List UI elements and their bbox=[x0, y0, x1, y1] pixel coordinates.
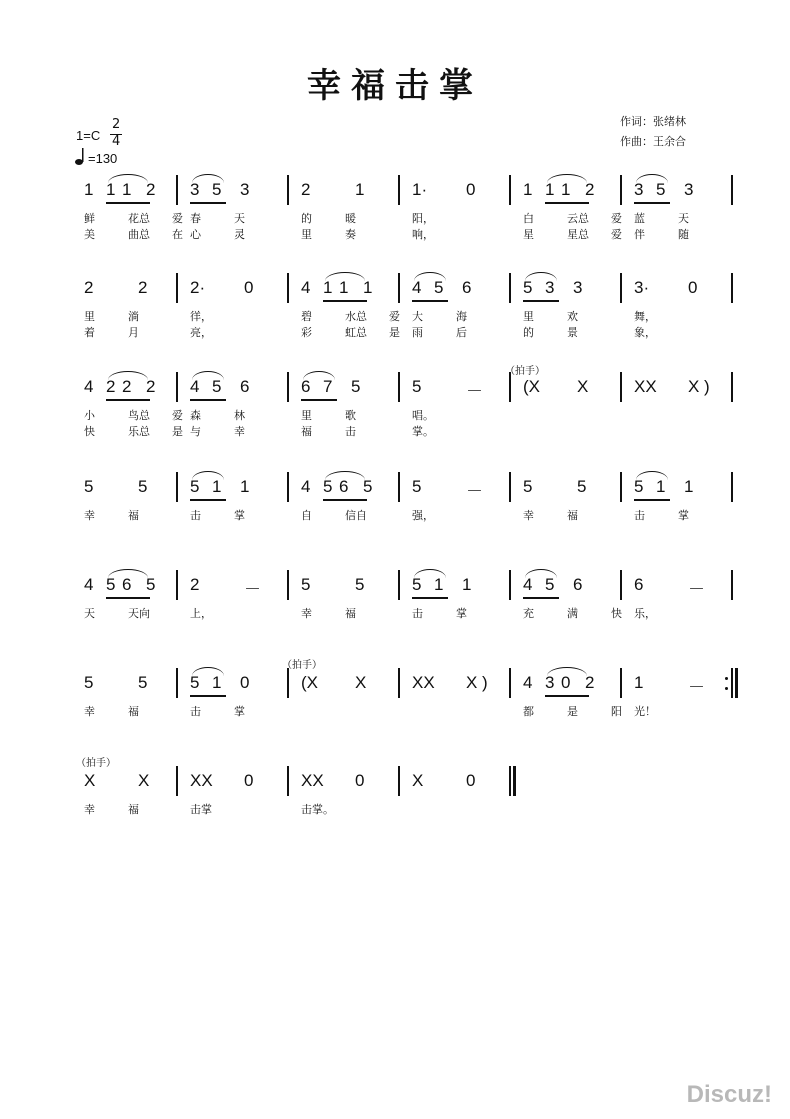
song-title: 幸福击掌 bbox=[307, 66, 483, 106]
lyric-line1: 春 bbox=[190, 212, 201, 225]
lyric-line1: 充 bbox=[523, 607, 534, 620]
barline bbox=[287, 570, 289, 600]
lyric-line1: 爱 bbox=[389, 310, 400, 323]
lyric-line1: 小 bbox=[84, 409, 95, 422]
note: 1 bbox=[122, 180, 132, 199]
note: 4 bbox=[523, 575, 533, 594]
barline bbox=[398, 175, 400, 205]
barline bbox=[620, 570, 622, 600]
note: 6 bbox=[301, 377, 311, 396]
note: － bbox=[466, 382, 483, 401]
barline bbox=[620, 175, 622, 205]
lyric-line2: 亮， bbox=[190, 326, 212, 339]
note: X ) bbox=[688, 377, 710, 396]
barline bbox=[287, 273, 289, 303]
clap-label-2: （拍手） bbox=[282, 660, 322, 671]
note: 1 bbox=[106, 180, 116, 199]
note: 2 bbox=[122, 377, 132, 396]
note: (X bbox=[301, 673, 318, 692]
slur bbox=[636, 471, 668, 480]
note: 1 bbox=[434, 575, 444, 594]
lyric-line2: 是 bbox=[172, 425, 183, 438]
lyric-line1: 阳 bbox=[611, 705, 622, 718]
eighth-underline bbox=[190, 695, 226, 697]
lyricist-credit: 作词：张绪林 bbox=[620, 115, 686, 128]
lyric-line1: 蓝 bbox=[634, 212, 645, 225]
barline bbox=[398, 570, 400, 600]
key-signature: 1=C bbox=[76, 128, 101, 143]
lyric-line1: 徉， bbox=[190, 310, 212, 323]
lyric-line2: 伴 bbox=[634, 228, 645, 241]
lyric-line1: 强， bbox=[412, 509, 434, 522]
eighth-underline bbox=[523, 300, 559, 302]
eighth-underline bbox=[634, 499, 670, 501]
slur bbox=[192, 471, 224, 480]
note: 5 bbox=[84, 673, 94, 692]
eighth-underline bbox=[106, 597, 150, 599]
note: 5 bbox=[212, 377, 222, 396]
lyric-line1: 福 bbox=[567, 509, 578, 522]
lyric-line1: 快 bbox=[611, 607, 622, 620]
note: 4 bbox=[523, 673, 533, 692]
eighth-underline bbox=[412, 597, 448, 599]
barline bbox=[620, 273, 622, 303]
note: 0 bbox=[561, 673, 571, 692]
note: 5 bbox=[634, 477, 644, 496]
note: 6 bbox=[573, 575, 583, 594]
barline bbox=[176, 175, 178, 205]
lyric-line1: 大 bbox=[412, 310, 423, 323]
slur bbox=[547, 174, 587, 183]
barline bbox=[620, 472, 622, 502]
note: 5 bbox=[412, 477, 422, 496]
note: 3 bbox=[545, 278, 555, 297]
barline bbox=[287, 372, 289, 402]
lyric-line1: 掌 bbox=[456, 607, 467, 620]
lyric-line2: 幸 bbox=[234, 425, 245, 438]
slur bbox=[108, 174, 148, 183]
lyric-line1: 里 bbox=[84, 310, 95, 323]
lyric-line1: 阳， bbox=[412, 212, 434, 225]
note: － bbox=[466, 482, 483, 501]
lyric-line1: 击 bbox=[412, 607, 423, 620]
slur bbox=[325, 272, 365, 281]
lyric-line1: 海 bbox=[456, 310, 467, 323]
slur bbox=[325, 471, 365, 480]
note: 3 bbox=[634, 180, 644, 199]
note: 1 bbox=[684, 477, 694, 496]
note: － bbox=[244, 580, 261, 599]
lyric-line1: 击 bbox=[634, 509, 645, 522]
note: － bbox=[688, 580, 705, 599]
note: 2 bbox=[585, 673, 595, 692]
barline bbox=[731, 570, 733, 600]
lyric-line1: 花总 bbox=[128, 212, 150, 225]
lyric-line1: 福 bbox=[128, 509, 139, 522]
slur bbox=[414, 272, 446, 281]
note: 2 bbox=[146, 377, 156, 396]
note: 5 bbox=[577, 477, 587, 496]
barline bbox=[620, 668, 622, 698]
final-barline bbox=[513, 766, 516, 796]
note: 5 bbox=[190, 673, 200, 692]
lyric-line2: 里 bbox=[301, 228, 312, 241]
lyric-line2: 与 bbox=[190, 425, 201, 438]
lyric-line2: 象， bbox=[634, 326, 656, 339]
note: 2 bbox=[585, 180, 595, 199]
eighth-underline bbox=[323, 300, 367, 302]
lyric-line2: 曲总 bbox=[128, 228, 150, 241]
barline bbox=[509, 472, 511, 502]
barline bbox=[176, 472, 178, 502]
note: 5 bbox=[355, 575, 365, 594]
barline bbox=[731, 472, 733, 502]
note: 1 bbox=[363, 278, 373, 297]
note: 5 bbox=[212, 180, 222, 199]
slur bbox=[192, 667, 224, 676]
lyric-line2: 月 bbox=[128, 326, 139, 339]
eighth-underline bbox=[323, 499, 367, 501]
lyric-line1: 幸 bbox=[84, 705, 95, 718]
repeat-dot bbox=[725, 687, 728, 690]
note: 3 bbox=[240, 180, 250, 199]
eighth-underline bbox=[106, 399, 150, 401]
lyric-line1: 幸 bbox=[301, 607, 312, 620]
slur bbox=[192, 174, 224, 183]
time-signature-top: 2 bbox=[112, 117, 121, 132]
lyric-line2: 星总 bbox=[567, 228, 589, 241]
note: XX bbox=[634, 377, 657, 396]
note: 4 bbox=[301, 278, 311, 297]
lyric-line1: 掌 bbox=[234, 705, 245, 718]
barline bbox=[176, 570, 178, 600]
note: (X bbox=[523, 377, 540, 396]
barline bbox=[398, 273, 400, 303]
note: 1 bbox=[323, 278, 333, 297]
note: 0 bbox=[244, 771, 254, 790]
note: 0 bbox=[355, 771, 365, 790]
lyric-line1: 里 bbox=[523, 310, 534, 323]
note: 0 bbox=[688, 278, 698, 297]
note: 3 bbox=[684, 180, 694, 199]
note: 1 bbox=[656, 477, 666, 496]
lyric-line2: 掌。 bbox=[412, 425, 434, 438]
clap-label-3: （拍手） bbox=[76, 758, 116, 769]
barline bbox=[731, 273, 733, 303]
lyric-line2: 的 bbox=[523, 326, 534, 339]
note: 1 bbox=[355, 180, 365, 199]
lyric-line1: 满 bbox=[567, 607, 578, 620]
lyric-line2: 响， bbox=[412, 228, 434, 241]
lyric-line1: 森 bbox=[190, 409, 201, 422]
barline bbox=[620, 372, 622, 402]
eighth-underline bbox=[523, 597, 559, 599]
lyric-line2: 美 bbox=[84, 228, 95, 241]
lyric-line1: 都 bbox=[523, 705, 534, 718]
barline bbox=[509, 668, 511, 698]
lyric-line1: 爱 bbox=[611, 212, 622, 225]
note: X bbox=[412, 771, 424, 790]
note: 1 bbox=[545, 180, 555, 199]
slur bbox=[303, 371, 335, 380]
note: 3 bbox=[190, 180, 200, 199]
lyric-line1: 碧 bbox=[301, 310, 312, 323]
lyric-line1: 幸 bbox=[84, 803, 95, 816]
eighth-underline bbox=[106, 202, 150, 204]
lyric-line2: 景 bbox=[567, 326, 578, 339]
barline bbox=[176, 273, 178, 303]
barline bbox=[509, 175, 511, 205]
eighth-underline bbox=[545, 695, 589, 697]
lyric-line1: 福 bbox=[128, 803, 139, 816]
note: X bbox=[138, 771, 150, 790]
barline bbox=[509, 570, 511, 600]
note: X bbox=[577, 377, 589, 396]
lyric-line1: 击 bbox=[190, 705, 201, 718]
barline bbox=[398, 472, 400, 502]
lyric-line1: 水总 bbox=[345, 310, 367, 323]
note: X bbox=[355, 673, 367, 692]
lyric-line2: 爱 bbox=[611, 228, 622, 241]
lyric-line1: 自 bbox=[301, 509, 312, 522]
lyric-line1: 掌 bbox=[678, 509, 689, 522]
note: 5 bbox=[363, 477, 373, 496]
note: 5 bbox=[146, 575, 156, 594]
note: 2 bbox=[190, 575, 200, 594]
eighth-underline bbox=[412, 300, 448, 302]
note: 1 bbox=[523, 180, 533, 199]
lyric-line2: 乐总 bbox=[128, 425, 150, 438]
note: 2 bbox=[138, 278, 148, 297]
note: 5 bbox=[412, 377, 422, 396]
note: 6 bbox=[240, 377, 250, 396]
barline bbox=[398, 766, 400, 796]
note: 1 bbox=[339, 278, 349, 297]
lyric-line1: 信自 bbox=[345, 509, 367, 522]
barline bbox=[176, 372, 178, 402]
time-signature-bottom: 4 bbox=[112, 134, 121, 149]
lyric-line1: 白 bbox=[523, 212, 534, 225]
lyric-line1: 天 bbox=[678, 212, 689, 225]
barline bbox=[176, 668, 178, 698]
barline bbox=[398, 372, 400, 402]
quarter-note-icon bbox=[75, 148, 87, 170]
note: 1 bbox=[561, 180, 571, 199]
lyric-line1: 暖 bbox=[345, 212, 356, 225]
lyric-line2: 随 bbox=[678, 228, 689, 241]
note: 5 bbox=[351, 377, 361, 396]
clap-label-1: （拍手） bbox=[505, 366, 545, 377]
lyric-line2: 奏 bbox=[345, 228, 356, 241]
lyric-line2: 彩 bbox=[301, 326, 312, 339]
note: 1 bbox=[634, 673, 644, 692]
note: 5 bbox=[434, 278, 444, 297]
lyric-line2: 在 bbox=[172, 228, 183, 241]
note: 1 bbox=[212, 673, 222, 692]
lyric-line1: 乐， bbox=[634, 607, 656, 620]
eighth-underline bbox=[190, 499, 226, 501]
lyric-line1: 是 bbox=[567, 705, 578, 718]
note: 1· bbox=[412, 180, 428, 199]
lyric-line1: 击掌 bbox=[190, 803, 212, 816]
lyric-line1: 爱 bbox=[172, 409, 183, 422]
lyric-line1: 唱。 bbox=[412, 409, 434, 422]
lyric-line2: 快 bbox=[84, 425, 95, 438]
note: XX bbox=[412, 673, 435, 692]
note: 4 bbox=[190, 377, 200, 396]
lyric-line1: 鲜 bbox=[84, 212, 95, 225]
lyric-line2: 是 bbox=[389, 326, 400, 339]
barline bbox=[287, 766, 289, 796]
note: 5 bbox=[138, 673, 148, 692]
barline bbox=[731, 668, 733, 698]
note: 4 bbox=[84, 377, 94, 396]
eighth-underline bbox=[190, 399, 226, 401]
slur bbox=[414, 569, 446, 578]
note: 2 bbox=[301, 180, 311, 199]
lyric-line1: 淌 bbox=[128, 310, 139, 323]
lyric-line1: 鸟总 bbox=[128, 409, 150, 422]
barline bbox=[731, 372, 733, 402]
note: 2 bbox=[84, 278, 94, 297]
lyric-line2: 后 bbox=[456, 326, 467, 339]
lyric-line1: 欢 bbox=[567, 310, 578, 323]
lyric-line1: 的 bbox=[301, 212, 312, 225]
lyric-line1: 天 bbox=[84, 607, 95, 620]
note: 0 bbox=[244, 278, 254, 297]
lyric-line1: 上， bbox=[190, 607, 212, 620]
lyric-line1: 幸 bbox=[523, 509, 534, 522]
eighth-underline bbox=[545, 202, 589, 204]
note: 5 bbox=[138, 477, 148, 496]
note: 4 bbox=[412, 278, 422, 297]
note: 6 bbox=[122, 575, 132, 594]
lyric-line1: 舞， bbox=[634, 310, 656, 323]
lyric-line2: 灵 bbox=[234, 228, 245, 241]
eighth-underline bbox=[190, 202, 226, 204]
lyric-line1: 林 bbox=[234, 409, 245, 422]
note: 5 bbox=[84, 477, 94, 496]
note: 5 bbox=[656, 180, 666, 199]
note: 5 bbox=[412, 575, 422, 594]
slur bbox=[547, 667, 587, 676]
lyric-line1: 击 bbox=[190, 509, 201, 522]
note: 5 bbox=[523, 477, 533, 496]
note: 3 bbox=[545, 673, 555, 692]
note: 2 bbox=[106, 377, 116, 396]
note: 6 bbox=[634, 575, 644, 594]
note: XX bbox=[190, 771, 213, 790]
lyric-line1: 爱 bbox=[172, 212, 183, 225]
note: 5 bbox=[323, 477, 333, 496]
barline bbox=[176, 766, 178, 796]
slur bbox=[525, 569, 557, 578]
note: 7 bbox=[323, 377, 333, 396]
repeat-dot bbox=[725, 677, 728, 680]
note: 1 bbox=[462, 575, 472, 594]
lyric-line2: 击 bbox=[345, 425, 356, 438]
final-barline bbox=[735, 668, 738, 698]
note: XX bbox=[301, 771, 324, 790]
note: 4 bbox=[301, 477, 311, 496]
lyric-line1: 云总 bbox=[567, 212, 589, 225]
lyric-line1: 歌 bbox=[345, 409, 356, 422]
slur bbox=[192, 371, 224, 380]
note: 0 bbox=[466, 180, 476, 199]
eighth-underline bbox=[634, 202, 670, 204]
lyric-line1: 击掌。 bbox=[301, 803, 334, 816]
note: 6 bbox=[339, 477, 349, 496]
note: 5 bbox=[190, 477, 200, 496]
eighth-underline bbox=[301, 399, 337, 401]
note: 1 bbox=[84, 180, 94, 199]
lyric-line2: 福 bbox=[301, 425, 312, 438]
lyric-line2: 虹总 bbox=[345, 326, 367, 339]
note: 4 bbox=[84, 575, 94, 594]
note: 0 bbox=[240, 673, 250, 692]
note: 3· bbox=[634, 278, 650, 297]
barline bbox=[509, 766, 511, 796]
note: 2 bbox=[146, 180, 156, 199]
lyric-line1: 天 bbox=[234, 212, 245, 225]
lyric-line2: 雨 bbox=[412, 326, 423, 339]
lyric-line1: 福 bbox=[345, 607, 356, 620]
note: 5 bbox=[106, 575, 116, 594]
slur bbox=[108, 569, 148, 578]
note: 2· bbox=[190, 278, 206, 297]
barline bbox=[287, 472, 289, 502]
note: 0 bbox=[466, 771, 476, 790]
barline bbox=[287, 175, 289, 205]
barline bbox=[509, 273, 511, 303]
note: 1 bbox=[240, 477, 250, 496]
lyric-line1: 光！ bbox=[634, 705, 656, 718]
note: 6 bbox=[462, 278, 472, 297]
slur bbox=[525, 272, 557, 281]
barline bbox=[731, 175, 733, 205]
tempo-marking: =130 bbox=[88, 151, 118, 166]
lyric-line2: 着 bbox=[84, 326, 95, 339]
barline bbox=[287, 668, 289, 698]
lyric-line2: 心 bbox=[190, 228, 201, 241]
slur bbox=[636, 174, 668, 183]
note: － bbox=[688, 678, 705, 697]
note: 5 bbox=[301, 575, 311, 594]
lyric-line2: 星 bbox=[523, 228, 534, 241]
lyric-line1: 掌 bbox=[234, 509, 245, 522]
lyric-line1: 天向 bbox=[128, 607, 150, 620]
note: 1 bbox=[212, 477, 222, 496]
watermark: Discuz! bbox=[686, 1081, 772, 1108]
lyric-line1: 幸 bbox=[84, 509, 95, 522]
composer-credit: 作曲：王余合 bbox=[620, 135, 686, 148]
slur bbox=[108, 371, 148, 380]
note: 5 bbox=[523, 278, 533, 297]
barline bbox=[398, 668, 400, 698]
note: 3 bbox=[573, 278, 583, 297]
note: X ) bbox=[466, 673, 488, 692]
note: 5 bbox=[545, 575, 555, 594]
note: X bbox=[84, 771, 96, 790]
lyric-line1: 福 bbox=[128, 705, 139, 718]
lyric-line1: 里 bbox=[301, 409, 312, 422]
